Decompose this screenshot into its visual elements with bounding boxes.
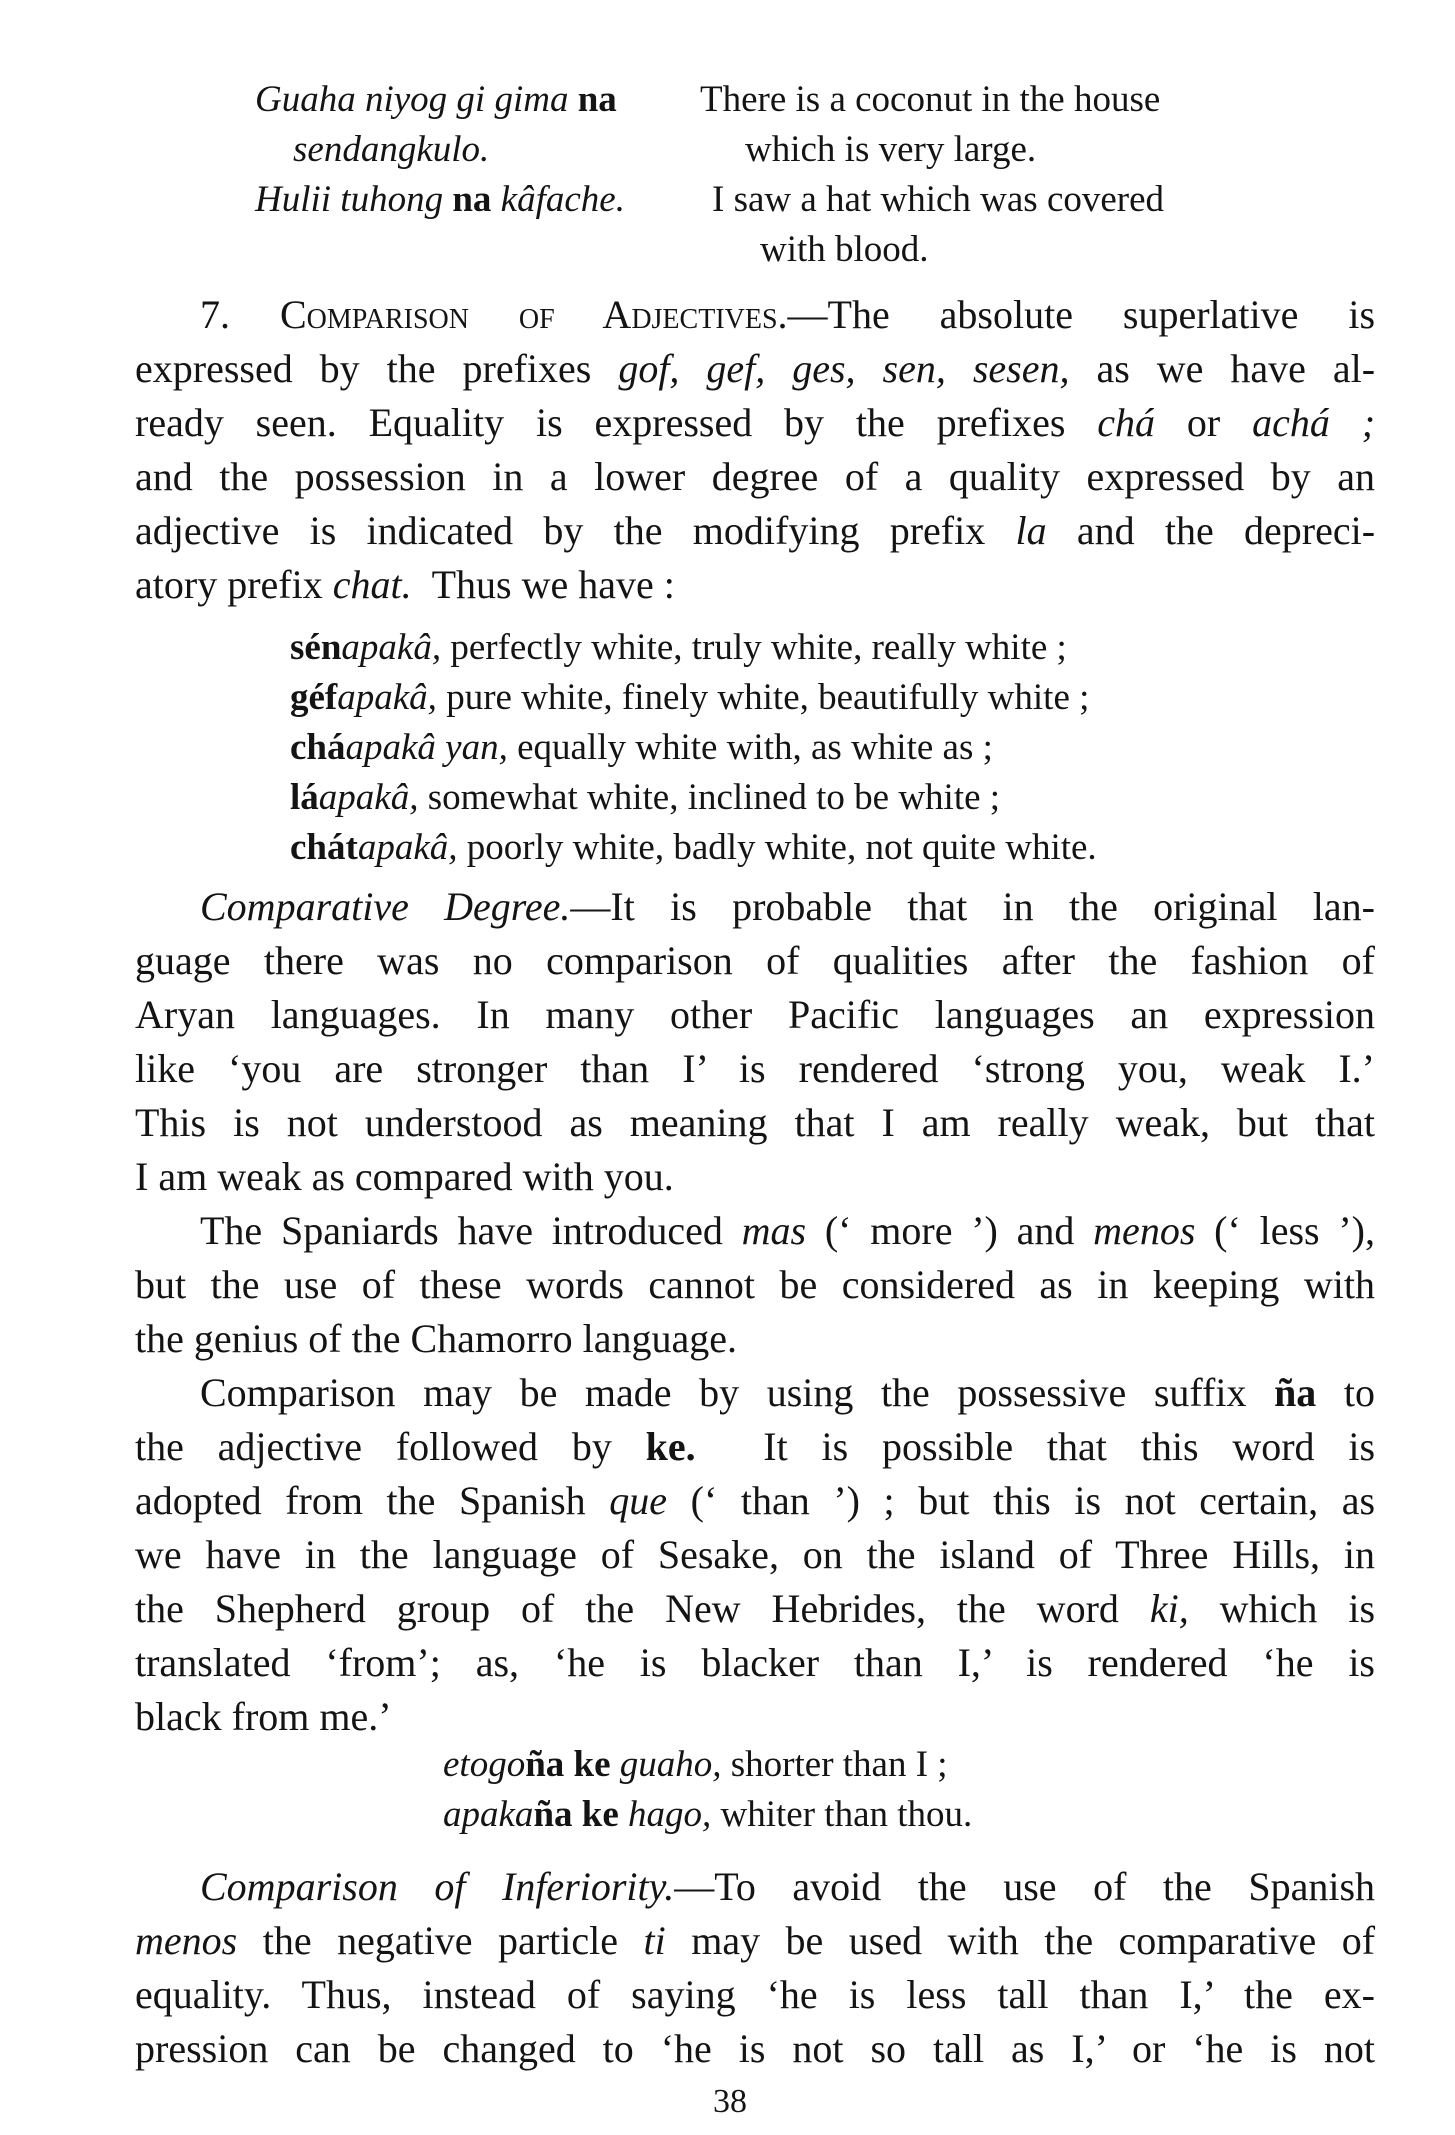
possessive-line-1: Comparison may be made by using the possessive suffix ña to bbox=[200, 1370, 1376, 1415]
than-example: apakaña ke hago, whiter than thou. bbox=[443, 1794, 973, 1835]
comparative-line-3: Aryan languages. In many other Pacific languages an expression bbox=[135, 992, 1375, 1037]
possessive-line-3: adopted from the Spanish que (‘ than ’) ; but this is not certain, as bbox=[135, 1478, 1376, 1523]
possessive-line-2: the adjective followed by ke. It is possible that this word is bbox=[135, 1424, 1376, 1469]
example-english-2b: with blood. bbox=[760, 229, 929, 270]
page-number: 38 bbox=[713, 2083, 747, 2120]
section7-line-2: expressed by the prefixes gof, gef, ges, sen, sesen, as we have al- bbox=[135, 346, 1376, 391]
example-chamorro-2a: Hulii tuhong na kâfache. bbox=[255, 179, 625, 220]
inferiority-line-3: equality. Thus, instead of saying ‘he is less tall than I,’ the ex- bbox=[135, 1972, 1375, 2017]
than-example: etogoña ke guaho, shorter than I ; bbox=[443, 1744, 948, 1785]
spaniards-line-3: the genius of the Chamorro language. bbox=[135, 1316, 738, 1361]
comparative-line-1: Comparative Degree.—It is probable that in the original lan- bbox=[200, 884, 1375, 929]
possessive-line-4: we have in the language of Sesake, on the island of Three Hills, in bbox=[135, 1532, 1375, 1577]
white-example: láapakâ, somewhat white, inclined to be white ; bbox=[290, 777, 1001, 818]
white-example: chátapakâ, poorly white, badly white, not quite white. bbox=[290, 827, 1097, 868]
section7-line-4: and the possession in a lower degree of a quality expressed by an bbox=[135, 454, 1375, 499]
inferiority-line-4: pression can be changed to ‘he is not so tall as I,’ or ‘he is not bbox=[135, 2026, 1375, 2071]
section7-line-1: 7. Comparison of Adjectives.—The absolute superlative is bbox=[200, 292, 1376, 337]
spaniards-line-2: but the use of these words cannot be considered as in keeping with bbox=[135, 1262, 1375, 1307]
comparative-line-6: I am weak as compared with you. bbox=[135, 1154, 674, 1199]
section-heading: Comparison of Adjectives. bbox=[279, 292, 788, 337]
possessive-line-7: black from me.’ bbox=[135, 1694, 392, 1739]
example-english-1b: which is very large. bbox=[745, 129, 1037, 170]
possessive-line-5: the Shepherd group of the New Hebrides, the word ki, which is bbox=[135, 1586, 1376, 1631]
inferiority-line-2: menos the negative particle ti may be used with the comparative of bbox=[135, 1918, 1376, 1963]
comparative-line-2: guage there was no comparison of qualities after the fashion of bbox=[135, 938, 1375, 983]
example-english-2a: I saw a hat which was covered bbox=[712, 179, 1165, 220]
example-english-1a: There is a coconut in the house bbox=[700, 79, 1161, 120]
comparative-heading: Comparative Degree. bbox=[200, 884, 571, 929]
example-chamorro-1a: Guaha niyog gi gima na bbox=[255, 79, 617, 120]
section7-line-6: atory prefix chat. Thus we have : bbox=[135, 562, 675, 607]
white-example: sénapakâ, perfectly white, truly white, really white ; bbox=[290, 627, 1067, 668]
section7-line-3: ready seen. Equality is expressed by the prefixes chá or achá ; bbox=[135, 400, 1376, 445]
comparative-line-4: like ‘you are stronger than I’ is rendered ‘strong you, weak I.’ bbox=[135, 1046, 1375, 1091]
comparative-line-5: This is not understood as meaning that I am really weak, but that bbox=[135, 1100, 1375, 1145]
example-chamorro-1b: sendangkulo. bbox=[293, 129, 490, 170]
section7-line-5: adjective is indicated by the modifying prefix la and the depreci- bbox=[135, 508, 1376, 553]
possessive-line-6: translated ‘from’; as, ‘he is blacker than I,’ is rendered ‘he is bbox=[135, 1640, 1375, 1685]
white-example: cháapakâ yan, equally white with, as white as ; bbox=[290, 727, 993, 768]
inferiority-heading: Comparison of Inferiority. bbox=[200, 1864, 675, 1909]
white-example: géfapakâ, pure white, finely white, beautifully white ; bbox=[290, 677, 1090, 718]
inferiority-line-1: Comparison of Inferiority.—To avoid the use of the Spanish bbox=[200, 1864, 1376, 1909]
spaniards-line-1: The Spaniards have introduced mas (‘ more ’) and menos (‘ less ’), bbox=[200, 1208, 1376, 1253]
